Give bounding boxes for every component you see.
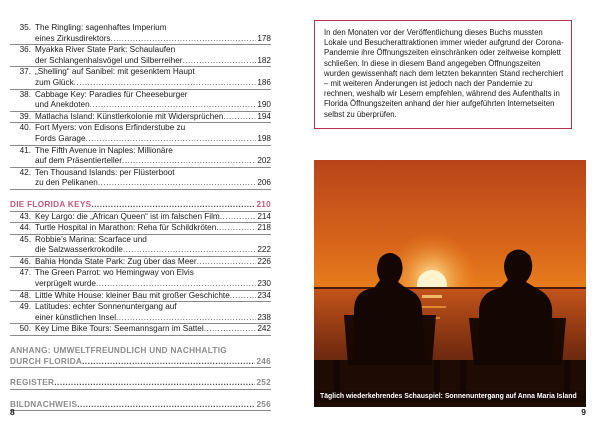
leader-dots (123, 245, 257, 256)
entry-number: 35. (19, 23, 31, 32)
entry-page: 182 (257, 55, 271, 65)
spacer (10, 190, 271, 200)
toc-entry (10, 302, 271, 324)
toc-entry-line (10, 257, 271, 269)
toc-entry-line (10, 235, 271, 246)
entry-number: 48. (19, 290, 31, 300)
entry-page: 206 (257, 178, 271, 188)
toc-entry (10, 223, 271, 235)
toc-register (10, 378, 271, 390)
entry-title: die Salzwasserkrokodile (35, 245, 123, 255)
toc-entry (10, 23, 271, 45)
section-page: 210 (256, 199, 271, 209)
spacer (10, 368, 271, 378)
anhang-title: ANHANG: UMWELTFREUNDLICH UND NACHHALTIG (10, 346, 227, 356)
entry-page: 226 (257, 256, 271, 266)
entry-title: Little White House: kleiner Bau mit großer Geschichte (35, 290, 230, 300)
bildnachweis-title: BILDNACHWEIS (10, 399, 78, 409)
entry-number: 40. (19, 123, 31, 133)
leader-dots (122, 156, 256, 167)
right-page (300, 0, 600, 430)
toc-register-line (10, 378, 271, 390)
toc-entry-line (10, 279, 271, 291)
entry-page: 202 (257, 156, 271, 166)
leader-dots (82, 357, 255, 368)
entry-page: 198 (257, 133, 271, 143)
toc-entry-line (10, 156, 271, 168)
toc-entry-line (10, 245, 271, 257)
photo-caption: Täglich wiederkehrendes Schauspiel: Sonnenuntergang auf Anna Maria Island (314, 391, 586, 402)
entry-page: 238 (257, 312, 271, 322)
leader-dots (204, 324, 257, 335)
toc-entry-line (10, 146, 271, 157)
toc-entry-line (10, 34, 271, 46)
leader-dots (223, 112, 256, 123)
entry-title: Matlacha Island: Künstlerkolonie mit Widersprüchen (35, 111, 224, 121)
toc-entry-line (10, 100, 271, 112)
entry-title: Key Lime Bike Tours: Seemannsgarn im Sattel (35, 324, 204, 334)
leader-dots (220, 212, 257, 223)
toc-entry (10, 146, 271, 168)
toc-entry-line (10, 212, 271, 224)
entry-number: 38. (19, 89, 31, 99)
toc-entry (10, 324, 271, 336)
toc-bildnachweis (10, 400, 271, 412)
toc-entry (10, 235, 271, 257)
toc-entry (10, 168, 271, 190)
table-of-contents (10, 23, 271, 411)
toc-entry (10, 123, 271, 145)
entry-title: Fort Myers: von Edisons Erfinderstube zu (35, 123, 186, 133)
bildnachweis-page: 256 (256, 399, 271, 409)
entry-number: 39. (19, 111, 31, 121)
toc-entry-line (10, 178, 271, 190)
entry-title: auf dem Präsentierteller (35, 156, 122, 166)
toc-section (10, 200, 271, 212)
entry-title: Turtle Hospital in Marathon: Reha für Schildkröten (35, 223, 217, 233)
entry-number: 36. (19, 45, 31, 55)
toc-entry-line (10, 291, 271, 303)
entry-number: 49. (19, 302, 31, 312)
entry-number: 46. (19, 256, 31, 266)
toc-entry-line (10, 313, 271, 325)
entry-number: 50. (19, 324, 31, 334)
toc-entry (10, 257, 271, 269)
leader-dots (230, 291, 257, 302)
entry-title: Latitudes: echter Sonnenuntergang auf (35, 302, 177, 312)
toc-entry-line (10, 23, 271, 34)
leader-dots (74, 78, 257, 89)
leader-dots (91, 200, 255, 211)
toc-entry-line (10, 112, 271, 124)
entry-title: The Green Parrot: wo Hemingway von Elvis (35, 268, 194, 278)
register-title: REGISTER (10, 378, 55, 388)
toc-entry-line (10, 78, 271, 90)
entry-title: eines Zirkusdirektors (35, 33, 111, 43)
toc-anhang-line (10, 357, 271, 369)
leader-dots (216, 223, 256, 234)
leader-dots (116, 313, 256, 324)
entry-title: Fords Garage (35, 133, 86, 143)
section-title: DIE FLORIDA KEYS (10, 199, 92, 209)
entry-page: 218 (257, 223, 271, 233)
anhang-page: 246 (256, 356, 271, 366)
entry-number: 45. (19, 234, 31, 244)
entry-title: Cabbage Key: Paradies für Cheeseburger (35, 89, 188, 99)
entry-page: 178 (257, 33, 271, 43)
toc-anhang (10, 346, 271, 368)
toc-entry (10, 67, 271, 89)
toc-entry (10, 45, 271, 67)
toc-bildnachweis-line (10, 400, 271, 412)
entry-page: 194 (257, 111, 271, 121)
entry-page: 190 (257, 100, 271, 110)
toc-entry (10, 212, 271, 224)
corona-notice-box: In den Monaten vor der Veröffentlichung dieses Buchs mussten Lokale und Besucherattraktionen immer wieder aufgrund der Corona-Pandemie ihre Öffnungszeiten einschränken oder zeitweise komplett schließen. In diese in diesem Band angegeben Öffnungszeiten wurden gewissenhaft nach dem letzten bekannten Stand recherchiert – mit weiteren Änderungen ist jedoch nach der Pandemie zu rechnen, weshalb wir Lesern empfehlen, während des Aufenthalts in Florida Öffnungszeiten anhand der hier aufgeführten Internetseiten selbst zu überprüfen. (314, 20, 572, 129)
toc-entry-line (10, 67, 271, 78)
toc-entry-line (10, 302, 271, 313)
entry-title: der Schlangenhalsvögel und Silberreiher (35, 55, 183, 65)
leader-dots (96, 279, 256, 290)
entry-title: verprügelt wurde (35, 279, 96, 289)
entry-number: 42. (19, 167, 31, 177)
register-page: 252 (256, 378, 271, 388)
entry-title: zu den Pelikanen (35, 178, 98, 188)
toc-entry-line (10, 123, 271, 134)
leader-dots (54, 378, 255, 389)
entry-title: und Anekdoten (35, 100, 90, 110)
entry-number: 44. (19, 223, 31, 233)
anhang-title: DURCH FLORIDA (10, 356, 83, 366)
toc-entry-line (10, 90, 271, 101)
entry-title: The Fifth Avenue in Naples: Millionäre (35, 145, 173, 155)
page-number-left: 8 (10, 407, 15, 417)
entry-title: Key Largo: die „African Queen“ ist im falschen Film (35, 211, 220, 221)
toc-entry (10, 90, 271, 112)
toc-entry-line (10, 134, 271, 146)
spacer (10, 336, 271, 346)
toc-entry (10, 112, 271, 124)
section-heading-florida-keys (10, 200, 271, 212)
entry-page: 214 (257, 211, 271, 221)
entry-title: Ten Thousand Islands: per Flüsterboot (35, 167, 175, 177)
entry-number: 47. (19, 268, 31, 278)
entry-page: 186 (257, 77, 271, 87)
entry-title: einer künstlichen Insel (35, 312, 117, 322)
entry-number: 41. (19, 145, 31, 155)
toc-entry (10, 291, 271, 303)
leader-dots (98, 178, 257, 189)
toc-entry-line (10, 56, 271, 68)
toc-entry-line (10, 168, 271, 179)
entry-title: Myakka River State Park: Schaulaufen (35, 45, 176, 55)
leader-dots (111, 34, 257, 45)
entry-page: 234 (257, 290, 271, 300)
entry-number: 43. (19, 211, 31, 221)
entry-page: 230 (257, 279, 271, 289)
leader-dots (86, 134, 257, 145)
sunset-photo (314, 160, 586, 407)
entry-number: 37. (19, 67, 31, 77)
entry-title: The Ringling: sagenhaftes Imperium (35, 23, 167, 32)
leader-dots (77, 400, 255, 411)
spacer (10, 390, 271, 400)
entry-title: zum Glück (35, 77, 74, 87)
sunset-illustration (314, 160, 586, 407)
toc-entry-line (10, 268, 271, 279)
entry-title: Robbie’s Marina: Scarface und (35, 234, 147, 244)
entry-page: 222 (257, 245, 271, 255)
toc-entry (10, 268, 271, 290)
toc-entry-line (10, 223, 271, 235)
leader-dots (182, 56, 256, 67)
toc-entry-line (10, 45, 271, 56)
toc-anhang-line (10, 346, 271, 357)
entry-title: „Shelling“ auf Sanibel: mit gesenktem Haupt (35, 67, 195, 77)
leader-dots (90, 100, 257, 111)
leader-dots (197, 257, 257, 268)
page-number-right: 9 (581, 407, 586, 417)
entry-title: Bahia Honda State Park: Zug über das Meer (35, 256, 197, 266)
entry-page: 242 (257, 324, 271, 334)
toc-entry-line (10, 324, 271, 336)
